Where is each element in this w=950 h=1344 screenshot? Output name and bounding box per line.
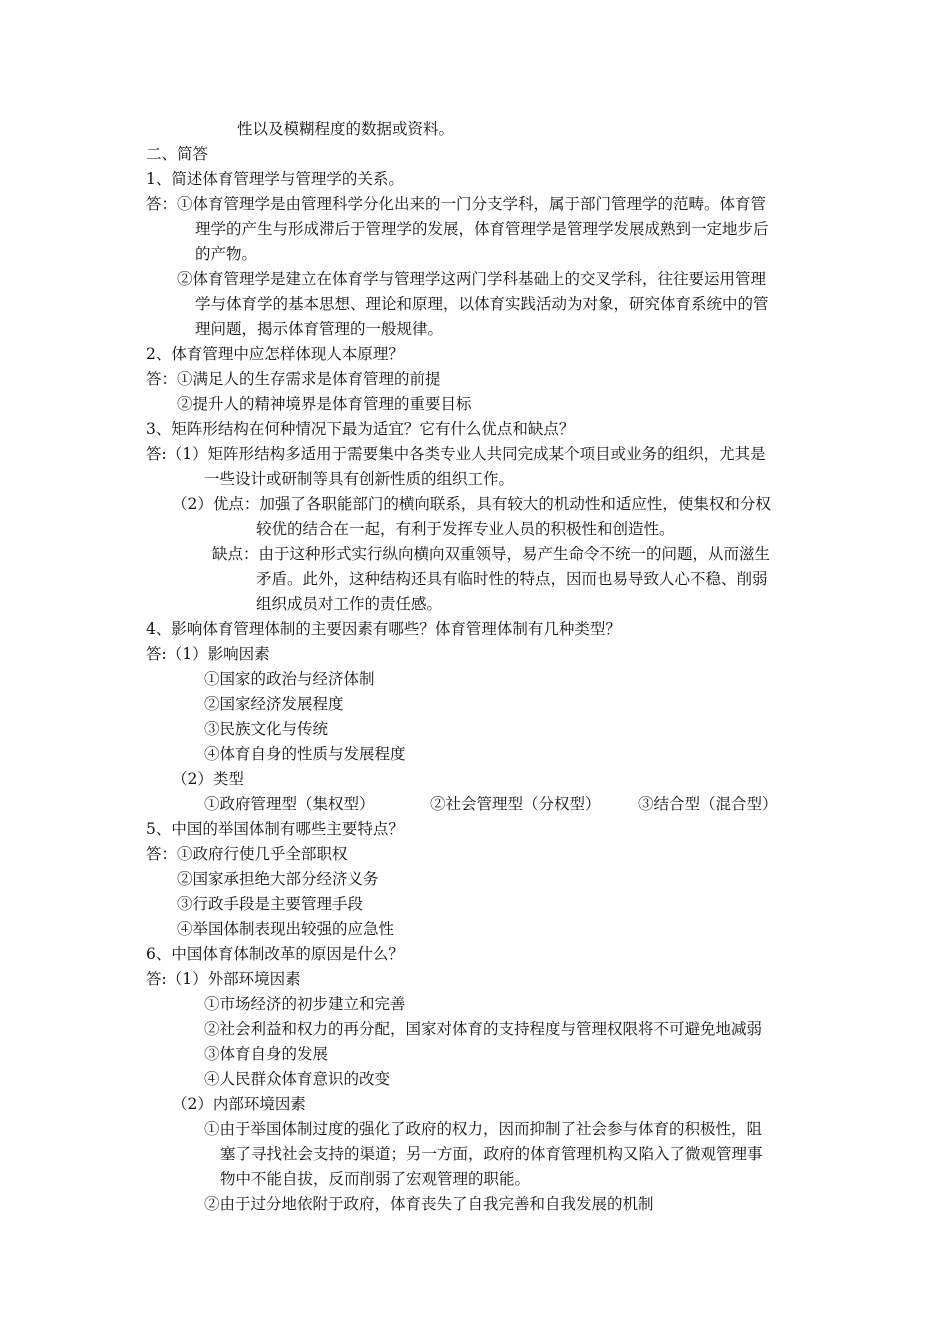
- answer-3-line: 矛盾。此外，这种结构还具有临时性的特点，因而也易导致人心不稳、削弱: [256, 570, 768, 588]
- section-title: 二、简答: [146, 145, 209, 163]
- answer-1-line: ②体育管理学是建立在体育学与管理学这两门学科基础上的交叉学科，往往要运用管理: [177, 270, 767, 288]
- answer-1-line: 理问题，揭示体育管理的一般规律。: [195, 320, 444, 338]
- answer-2-line: 答：①满足人的生存需求是体育管理的前提: [146, 370, 441, 388]
- answer-4-heading: 答:（1）影响因素: [146, 645, 270, 663]
- answer-4-type: ③结合型（混合型）: [638, 795, 778, 813]
- answer-6-item: ④人民群众体育意识的改变: [204, 1070, 391, 1088]
- answer-5-line: ④举国体制表现出较强的应急性: [177, 920, 395, 938]
- answer-5-line: ③行政手段是主要管理手段: [177, 895, 364, 913]
- answer-3-line: 缺点：由于这种形式实行纵向横向双重领导，易产生命令不统一的问题，从而滋生: [212, 545, 771, 563]
- answer-6-item: ②由于过分地依附于政府，体育丧失了自我完善和自我发展的机制: [204, 1195, 654, 1213]
- answer-6-item: ③体育自身的发展: [204, 1045, 329, 1063]
- answer-6-item: ①市场经济的初步建立和完善: [204, 995, 406, 1013]
- answer-1-line: 理学的产生与形成滞后于管理学的发展，体育管理学是管理学发展成熟到一定地步后: [195, 220, 769, 238]
- question-5: 5、中国的举国体制有哪些主要特点？: [146, 820, 404, 838]
- answer-5-line: 答：①政府行使几乎全部职权: [146, 845, 348, 863]
- question-2: 2、体育管理中应怎样体现人本原理？: [146, 345, 404, 363]
- answer-4-item: ①国家的政治与经济体制: [204, 670, 375, 688]
- answer-3-line: 组织成员对工作的责任感。: [256, 595, 443, 613]
- answer-4-heading: （2）类型: [172, 770, 244, 788]
- question-6: 6、中国体育体制改革的原因是什么？: [146, 945, 404, 963]
- answer-4-item: ③民族文化与传统: [204, 720, 329, 738]
- answer-3-line: 较优的结合在一起，有利于发挥专业人员的积极性和创造性。: [256, 520, 675, 538]
- answer-4-type: ①政府管理型（集权型）: [204, 795, 375, 813]
- answer-1-line: 学与体育学的基本思想、理论和原理，以体育实践活动为对象，研究体育系统中的管: [195, 295, 769, 313]
- answer-1-line: 的产物。: [195, 245, 258, 263]
- question-3: 3、矩阵形结构在何种情况下最为适宜？它有什么优点和缺点？: [146, 420, 575, 438]
- question-1: 1、简述体育管理学与管理学的关系。: [146, 170, 404, 188]
- answer-3-line: 一些设计或研制等具有创新性质的组织工作。: [204, 470, 515, 488]
- answer-4-item: ②国家经济发展程度: [204, 695, 344, 713]
- answer-6-item: 塞了寻找社会支持的渠道；另一方面，政府的体育管理机构又陷入了微观管理事: [220, 1145, 763, 1163]
- answer-4-item: ④体育自身的性质与发展程度: [204, 745, 406, 763]
- answer-5-line: ②国家承担绝大部分经济义务: [177, 870, 379, 888]
- answer-6-item: ②社会利益和权力的再分配，国家对体育的支持程度与管理权限将不可避免地减弱: [204, 1020, 763, 1038]
- answer-1-line: 答：①体育管理学是由管理科学分化出来的一门分支学科，属于部门管理学的范畴。体育管: [146, 195, 767, 213]
- answer-6-heading: （2）内部环境因素: [172, 1095, 306, 1113]
- answer-3-line: 答:（1）矩阵形结构多适用于需要集中各类专业人共同完成某个项目或业务的组织，尤其是: [146, 445, 766, 463]
- question-4: 4、影响体育管理体制的主要因素有哪些？体育管理体制有几种类型？: [146, 620, 621, 638]
- continuation-line: 性以及模糊程度的数据或资料。: [237, 120, 455, 138]
- answer-6-item: 物中不能自拔，反而削弱了宏观管理的职能。: [220, 1170, 531, 1188]
- answer-6-item: ①由于举国体制过度的强化了政府的权力，因而抑制了社会参与体育的积极性，阻: [204, 1120, 763, 1138]
- answer-2-line: ②提升人的精神境界是体育管理的重要目标: [177, 395, 472, 413]
- answer-4-type: ②社会管理型（分权型）: [430, 795, 601, 813]
- answer-6-heading: 答:（1）外部环境因素: [146, 970, 301, 988]
- answer-3-line: （2）优点：加强了各职能部门的横向联系，具有较大的机动性和适应性，使集权和分权: [172, 495, 771, 513]
